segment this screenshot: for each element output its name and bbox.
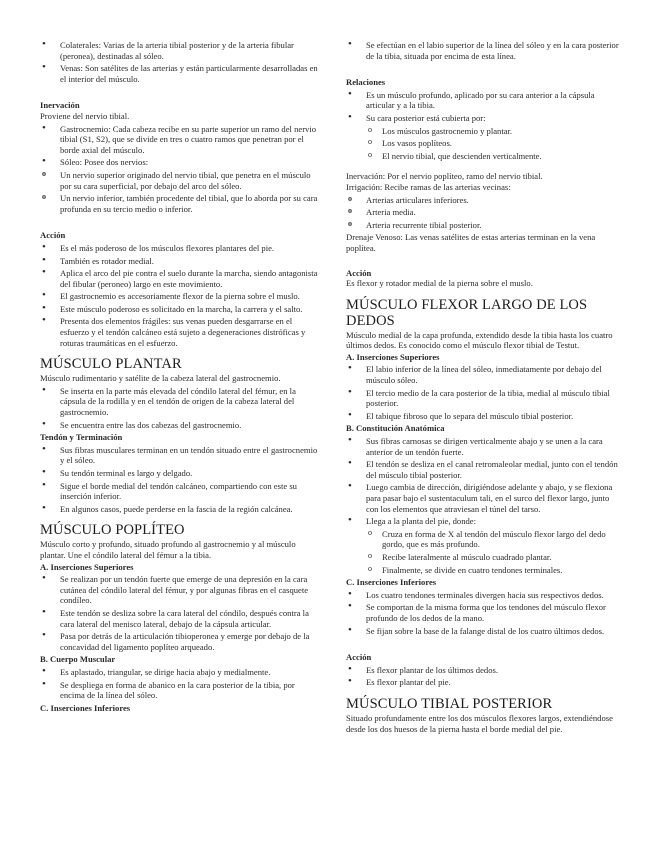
list-item: • Su cara posterior está cubierta por: bbox=[346, 113, 622, 124]
intro-list bbox=[40, 40, 318, 84]
plantar-text: Músculo rudimentario y satélite de la cabeza lateral del gastrocnemio. bbox=[40, 373, 281, 384]
flexor-a-heading: A. Inserciones Superiores bbox=[346, 351, 440, 362]
flexor-b-heading: B. Constitución Anatómica bbox=[346, 423, 445, 434]
popliteo-b-heading: B. Cuerpo Muscular bbox=[40, 654, 116, 665]
relaciones-heading: Relaciones bbox=[346, 77, 386, 88]
accion-heading: Acción bbox=[40, 230, 66, 241]
list-item: o Recibe lateralmente al músculo cuadrado plantar. bbox=[346, 552, 622, 563]
top-list bbox=[346, 40, 622, 61]
list-item: • Aplica el arco del pie contra el suelo durante la marcha, siendo antagonista del fibular (peroneo) largo en este movimiento. bbox=[40, 268, 318, 289]
list-item: • Pasa por detrás de la articulación tibioperonea y emerge por debajo de la concavidad del ligamento poplíteo arqueado. bbox=[40, 631, 318, 652]
accion-heading: Acción bbox=[346, 267, 372, 278]
list-item: • Sigue el borde medial del tendón calcáneo, compartiendo con este su inserción inferior. bbox=[40, 481, 318, 502]
list-item: • Se fijan sobre la base de la falange distal de los cuatro últimos dedos. bbox=[346, 626, 622, 637]
list-item: • Sus fibras musculares terminan en un tendón situado entre el gastrocnemio y el sóleo. bbox=[40, 445, 318, 466]
inervacion-list bbox=[40, 124, 318, 215]
list-item: • Es flexor plantar del pie. bbox=[346, 677, 622, 688]
list-item: • Es el más poderoso de los músculos flexores plantares del pie. bbox=[40, 243, 318, 254]
right-column bbox=[346, 38, 622, 734]
list-item: • Sóleo: Posee dos nervios: bbox=[40, 157, 318, 168]
relaciones-list bbox=[346, 90, 622, 162]
accion2-list bbox=[346, 665, 622, 688]
list-item: o Un nervio superior originado del nervio tibial, que penetra en el músculo por su cara superficial, por debajo del arco del sóleo. bbox=[40, 170, 318, 191]
list-item: • Se encuentra entre las dos cabezas del gastrocnemio. bbox=[40, 420, 318, 431]
list-item: • Sus fibras carnosas se dirigen verticalmente abajo y se unen a la cara anterior de un tendón fuerte. bbox=[346, 436, 622, 457]
list-item: o El nervio tibial, que descienden verticalmente. bbox=[346, 151, 622, 162]
list-item: • Es aplastado, triangular, se dirige hacia abajo y medialmente. bbox=[40, 667, 318, 678]
inervacion-text: Inervación: Por el nervio poplíteo, ramo del nervio tibial. bbox=[346, 171, 543, 182]
list-item: • Luego cambia de dirección, dirigiéndose adelante y abajo, y se flexiona para pasar bajo el sustentaculum tali, en el surco del flexor largo, junto con los elementos que atraviesan el túnel del tarso. bbox=[346, 482, 622, 514]
accion2-heading: Acción bbox=[346, 652, 372, 663]
list-item: • Los cuatro tendones terminales divergen hacia sus respectivos dedos. bbox=[346, 590, 622, 601]
tendon-list bbox=[40, 445, 318, 515]
list-item: • El tercio medio de la cara posterior de la tibia, medial al músculo tibial posterior. bbox=[346, 388, 622, 409]
list-item: • Se despliega en forma de abanico en la cara posterior de la tibia, por encima de la línea del sóleo. bbox=[40, 680, 318, 701]
list-item: o Arteria media. bbox=[346, 207, 622, 218]
list-item: • Se efectúan en el labio superior de la línea del sóleo y en la cara posterior de la tibia, situada por encima de esta línea. bbox=[346, 40, 622, 61]
list-item: • Se inserta en la parte más elevada del cóndilo lateral del fémur, en la cápsula de la rodilla y en el tendón de origen de la cabeza lateral del gastrocnemio. bbox=[40, 386, 318, 418]
list-item: • Presenta dos elementos frágiles: sus venas pueden desgarrarse en el esfuerzo y el tendón calcáneo está sujeto a degeneraciones distróficas y roturas traumáticas en el esfuerzo. bbox=[40, 316, 318, 348]
accion-text: Es flexor y rotador medial de la pierna sobre el muslo. bbox=[346, 278, 533, 289]
list-item: • El tendón se desliza en el canal retromaleolar medial, junto con el tendón del músculo tibial posterior. bbox=[346, 459, 622, 480]
plantar-list bbox=[40, 386, 318, 430]
list-item: o Cruza en forma de X al tendón del músculo flexor largo del dedo gordo, que es más profundo. bbox=[346, 529, 622, 550]
list-item: • El gastrocnemio es accesoriamente flexor de la pierna sobre el muslo. bbox=[40, 291, 318, 302]
inervacion-text: Proviene del nervio tibial. bbox=[40, 110, 130, 121]
tibial-text: Situado profundamente entre los dos músculos flexores largos, extendiéndose desde los dos huesos de la pierna hasta el borde medial del pie. bbox=[346, 712, 613, 734]
popliteo-heading: MÚSCULO POPLÍTEO bbox=[40, 522, 185, 539]
list-item: • El tabique fibroso que lo separa del músculo tibial posterior. bbox=[346, 411, 622, 422]
flexor-a-list bbox=[346, 364, 622, 421]
popliteo-a-heading: A. Inserciones Superiores bbox=[40, 561, 134, 572]
list-item: • También es rotador medial. bbox=[40, 256, 318, 267]
popliteo-a-list bbox=[40, 574, 318, 652]
irrigacion-text: Irrigación: Recibe ramas de las arterias vecinas: bbox=[346, 181, 511, 192]
drenaje-text: Drenaje Venoso: Las venas satélites de estas arterias terminan en la vena poplítea. bbox=[346, 232, 596, 253]
popliteo-c-heading: C. Inserciones Inferiores bbox=[40, 702, 131, 713]
inervacion-heading: Inervación bbox=[40, 100, 80, 111]
list-item: • En algunos casos, puede perderse en la fascia de la región calcánea. bbox=[40, 504, 318, 515]
irrigacion-list bbox=[346, 195, 622, 231]
tendon-heading: Tendón y Terminación bbox=[40, 432, 123, 443]
list-item: • Colaterales: Varias de la arteria tibial posterior y de la arteria fibular (peronea), destinadas al sóleo. bbox=[40, 40, 318, 61]
list-item: • Se realizan por un tendón fuerte que emerge de una depresión en la cara cutánea del cóndilo lateral del fémur, y por algunas fibras en el casquete condíleo. bbox=[40, 574, 318, 606]
list-item: • Este músculo poderoso es solicitado en la marcha, la carrera y el salto. bbox=[40, 304, 318, 315]
list-item: • Venas: Son satélites de las arterias y están particularmente desarrolladas en el interior del músculo. bbox=[40, 63, 318, 84]
tibial-heading: MÚSCULO TIBIAL POSTERIOR bbox=[346, 695, 553, 712]
left-column bbox=[40, 38, 318, 713]
flexor-heading: MÚSCULO FLEXOR LARGO DE LOS DEDOS bbox=[346, 296, 588, 329]
list-item: o Arterias articulares inferiores. bbox=[346, 195, 622, 206]
list-item: o Un nervio inferior, también procedente del tibial, que lo aborda por su cara profunda en su tercio medio o inferior. bbox=[40, 193, 318, 214]
flexor-c-heading: C. Inserciones Inferiores bbox=[346, 577, 437, 588]
plantar-heading: MÚSCULO PLANTAR bbox=[40, 356, 182, 373]
list-item: • Llega a la planta del pie, donde: bbox=[346, 516, 622, 527]
list-item: • Este tendón se desliza sobre la cara lateral del cóndilo, después contra la cara lateral del menisco lateral, debajo de la cápsula articular. bbox=[40, 608, 318, 629]
list-item: • Gastrocnemio: Cada cabeza recibe en su parte superior un ramo del nervio tibial (S1, S2), que se divide en tres o cuatro ramos que penetran por el borde axial del músculo. bbox=[40, 124, 318, 156]
list-item: o Los músculos gastrocnemio y plantar. bbox=[346, 126, 622, 137]
popliteo-b-list bbox=[40, 667, 318, 701]
flexor-text: Músculo medial de la capa profunda, extendido desde la tibia hasta los cuatro últimos dedos. Es conocido como el músculo flexor tibial de Testut. bbox=[346, 329, 613, 351]
popliteo-text: Músculo corto y profundo, situado profundo al gastrocnemio y al músculo plantar. Une el cóndilo lateral del fémur a la tibia. bbox=[40, 539, 296, 560]
list-item: • Su tendón terminal es largo y delgado. bbox=[40, 468, 318, 479]
list-item: o Arteria recurrente tibial posterior. bbox=[346, 220, 622, 231]
flexor-c-list bbox=[346, 590, 622, 636]
list-item: • Se comportan de la misma forma que los tendones del músculo flexor profundo de los dedos de la mano. bbox=[346, 602, 622, 623]
list-item: o Finalmente, se divide en cuatro tendones terminales. bbox=[346, 565, 622, 576]
list-item: • El labio inferior de la línea del sóleo, inmediatamente por debajo del músculo sóleo. bbox=[346, 364, 622, 385]
flexor-b-list bbox=[346, 436, 622, 575]
list-item: • Es un músculo profundo, aplicado por su cara anterior a la cápsula articular y a la tibia. bbox=[346, 90, 622, 111]
list-item: • Es flexor plantar de los últimos dedos. bbox=[346, 665, 622, 676]
accion-list bbox=[40, 243, 318, 348]
list-item: o Los vasos poplíteos. bbox=[346, 138, 622, 149]
